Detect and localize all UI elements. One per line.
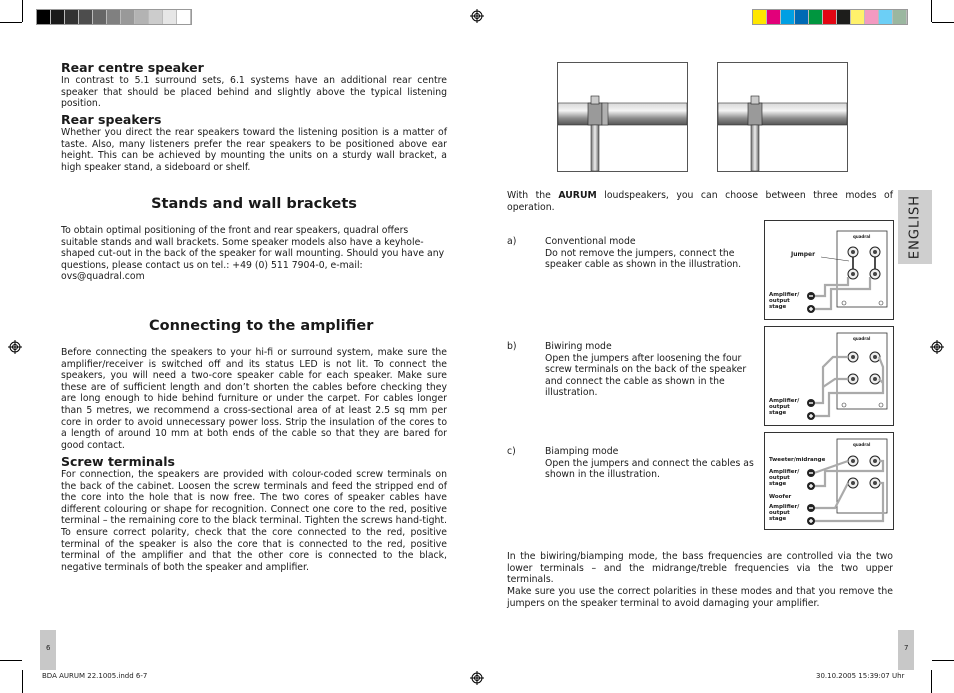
text-line: – the remaining core to the black terminal. Tighten the screws hand-tight. To ensure: [61, 515, 448, 538]
mode-b-title: Biwiring mode: [545, 341, 612, 352]
label-amplifier-c1: Amplifier/ output stage: [769, 469, 800, 487]
registration-mark-left-icon: [8, 340, 22, 354]
label-amplifier-c2: Amplifier/ output stage: [769, 504, 800, 522]
crop-mark-tl-v: [22, 0, 23, 22]
mode-b: [507, 341, 757, 399]
text-line: and connect the cable as shown in the: [545, 375, 725, 387]
color-swatch: [851, 10, 865, 24]
text-line: to hide behind furniture or under the carpet. For cables longer than 5 metres, we: [61, 393, 448, 416]
text-line: unnecessary power loss. Strip the insulation of the cores to a length of around 10 mm: [61, 416, 448, 440]
text-line: stands and wall brackets. Some speaker models also have a keyhole-shaped cut-out: [61, 236, 424, 260]
text-line: screw terminals on the back of the speaker: [545, 364, 747, 376]
text-line: Do not remove the jumpers,: [545, 247, 680, 259]
text-line: illustration.: [545, 387, 598, 399]
text-line: To obtain optimal positioning of the front and rear speakers, quadral offers suitable: [61, 225, 409, 248]
intro-text: [507, 190, 893, 213]
color-swatch: [37, 10, 51, 24]
registration-mark-top-icon: [470, 9, 484, 23]
text-line: jumpers on the speaker terminal to avoid damaging your amplifier.: [507, 597, 820, 609]
color-swatch: [65, 10, 79, 24]
brand-aurum: AURUM: [558, 190, 597, 201]
figure-bracket-right: [717, 62, 848, 172]
color-swatch: [809, 10, 823, 24]
color-swatch: [135, 10, 149, 24]
heading-stands: Stands and wall brackets: [151, 196, 357, 212]
text-line: at both ends of the cable so that they are bared for good contact.: [61, 428, 448, 451]
color-swatch: [865, 10, 879, 24]
footer-timestamp: 30.10.2005 15:39:07 Uhr: [816, 672, 905, 680]
section-stands: [61, 196, 447, 283]
mode-a-letter: a): [507, 236, 517, 247]
text-line: lower terminals – and the midrange/treble frequencies via the two upper terminals.: [507, 562, 893, 586]
text-line: In contrast to 5.1 surround sets, 6.1 systems have an additional rear centre speaker: [61, 75, 447, 98]
text-line: stand, a sideboard or shelf.: [123, 161, 251, 173]
para-rear-centre: [61, 75, 447, 110]
color-swatch: [893, 10, 907, 24]
text-line: amplifier/receiver is switched off and its status LED is not lit. To connect the speakers,: [61, 358, 447, 382]
color-swatch: [795, 10, 809, 24]
text-line: Also, many listeners prefer the rear speakers to be positioned above ear height. This: [61, 138, 448, 162]
section-rear-speakers: [61, 112, 447, 173]
color-swatch: [767, 10, 781, 24]
text-line: sufficient length and don’t shorten the cables before checking they are long enough: [61, 381, 447, 405]
crop-mark-tr-v: [931, 0, 932, 22]
footer-file-name: BDA AURUM 22.1005.indd 6-7: [42, 672, 148, 680]
text-line: Open the jumpers after loosening the four: [545, 352, 742, 364]
color-swatch: [837, 10, 851, 24]
crop-mark-br-v: [931, 670, 932, 693]
crop-mark-bl-v: [22, 670, 23, 693]
mode-c-letter: c): [507, 446, 516, 457]
para-polarity: [507, 586, 893, 609]
crop-mark-br-h: [932, 660, 954, 661]
para-terminals: [61, 469, 447, 573]
text-line: as shown in the illustration.: [612, 259, 742, 271]
para-rear-speakers: [61, 127, 447, 173]
color-swatch: [163, 10, 177, 24]
text-line: Should you have any questions, please contact us on tel.: +49 (0) 511 7904-0,: [61, 248, 445, 271]
label-woofer: Woofer: [769, 494, 792, 500]
text-line: correct polarity, check that the core connected to the red, positive terminal of: [61, 526, 447, 550]
figure-bracket-left: [557, 62, 688, 172]
language-tab-label: ENGLISH: [907, 194, 923, 260]
color-swatch: [753, 10, 767, 24]
text-line: both the speaker and amplifier.: [163, 561, 309, 573]
diagram-biwiring: [764, 326, 894, 426]
intro-line-1: With the AURUM loudspeakers, you can choose between three modes of: [507, 190, 893, 201]
label-tweeter: Tweeter/midrange: [769, 457, 826, 463]
registration-mark-bottom-icon: [470, 671, 484, 685]
diagram-biamping: [764, 432, 894, 530]
color-swatch: [121, 10, 135, 24]
section-terminals: [61, 454, 447, 573]
crop-mark-tl-h: [0, 22, 22, 23]
mode-a-text: [545, 248, 757, 271]
text-line: Make sure you use the correct polarities in these modes and that you remove the: [507, 586, 893, 597]
page-number-left: 6: [46, 644, 51, 652]
diagram-conventional: [764, 220, 894, 320]
color-swatch: [781, 10, 795, 24]
label-amplifier-b: Amplifier/ output stage: [769, 398, 800, 416]
text-line: connect the speaker cable: [545, 247, 735, 271]
text-line: the speaker is also the core that is connected to the red, positive terminal of the: [61, 538, 447, 562]
text-line: can be achieved by mounting the units on a sturdy wall bracket, a high speaker: [61, 150, 447, 173]
color-swatch: [93, 10, 107, 24]
text-line: Before connecting the speakers to your hi-fi or surround system, make sure the: [61, 347, 447, 358]
para-connecting: [61, 347, 447, 451]
color-swatch: [879, 10, 893, 24]
para-bi-modes: [507, 551, 893, 586]
text-line: you will need a two-core speaker cable for each speaker. Make sure these are of: [61, 370, 447, 393]
color-swatch: [177, 10, 191, 24]
section-rear-centre: [61, 60, 447, 110]
text-line: recommend a cross-sectional area of at least 2.5 sq mm per core in order to avoid: [61, 404, 447, 428]
text-line: Open the jumpers and connect: [545, 457, 693, 469]
text-line: core into the hole that is now free. The two cores of speaker cables have different: [61, 492, 448, 515]
text-line: in the back of the speaker for wall mounting.: [134, 248, 347, 260]
label-amplifier-a: Amplifier/ output stage: [769, 292, 800, 310]
color-swatch: [107, 10, 121, 24]
registration-mark-right-icon: [930, 340, 944, 354]
section-connecting: [61, 318, 447, 451]
mode-c-text: [545, 458, 757, 481]
text-line: For connection, the speakers are provided with colour-coded screw terminals on the: [61, 469, 447, 492]
text-line: the cables as shown in the illustration.: [545, 457, 754, 481]
text-line: e-mail: ovs@quadral.com: [61, 259, 363, 283]
heading-rear-speakers: Rear speakers: [61, 112, 162, 127]
mode-b-text: [545, 353, 757, 399]
text-line: back of the cabinet. Loosen the screw terminals and feed the stripped end of the: [61, 480, 447, 504]
color-swatch: [51, 10, 65, 24]
text-line: Whether you direct the rear speakers toward the listening position is a matter of taste.: [61, 127, 447, 150]
color-swatch: [149, 10, 163, 24]
crop-mark-bl-h: [0, 660, 22, 661]
intro-line-2: operation.: [507, 201, 555, 213]
diagram-a-logo: quadral: [853, 234, 871, 239]
gray-ramp-bar: [36, 9, 192, 25]
color-control-bar: [752, 9, 908, 25]
page-number-right: 7: [904, 644, 909, 652]
mode-a-title: Conventional mode: [545, 236, 636, 247]
heading-terminals: Screw terminals: [61, 454, 175, 469]
text-line: In the biwiring/biamping mode, the bass frequencies are controlled via the two: [507, 551, 893, 562]
color-swatch: [823, 10, 837, 24]
mode-b-letter: b): [507, 341, 517, 352]
heading-connecting: Connecting to the amplifier: [149, 318, 374, 334]
heading-rear-centre: Rear centre speaker: [61, 60, 204, 75]
language-tab: [898, 190, 932, 264]
text-line: colouring or shape for recognition. Connect one core to the red, positive terminal: [61, 503, 447, 527]
text-line: amplifier and that the other core is connected to the black, negative terminals of: [61, 550, 447, 573]
crop-mark-tr-h: [932, 22, 954, 23]
color-swatch: [79, 10, 93, 24]
mode-a: [507, 236, 757, 271]
para-stands: [61, 225, 447, 283]
label-jumper: Jumper: [791, 251, 816, 258]
mode-c: [507, 446, 757, 481]
mode-c-title: Biamping mode: [545, 446, 619, 457]
diagram-c-logo: quadral: [853, 442, 871, 447]
diagram-b-logo: quadral: [853, 336, 871, 341]
text-line: that should be placed behind and slightly above the typical listening position.: [61, 86, 447, 110]
